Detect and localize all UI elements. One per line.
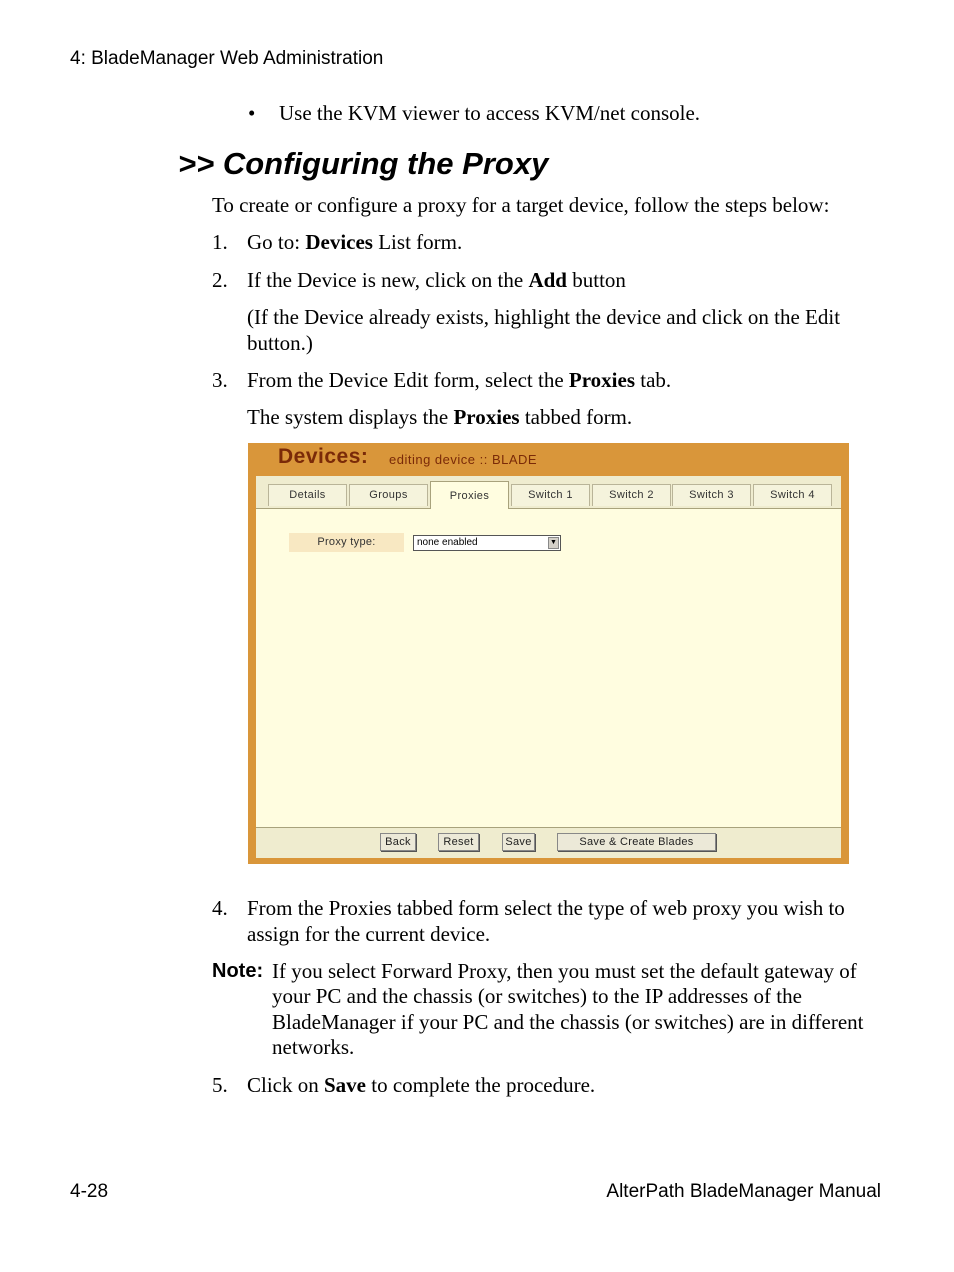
intro-paragraph: To create or configure a proxy for a target device, follow the steps below: [212, 193, 830, 217]
proxy-type-select[interactable] [413, 535, 561, 551]
note-line: networks. [272, 1035, 355, 1059]
figure-subtitle: editing device :: BLADE [389, 452, 538, 467]
bullet-text: Use the KVM viewer to access KVM/net console. [279, 101, 701, 125]
step-3-subtext: The system displays the Proxies tabbed form. [247, 405, 633, 429]
tab-switch-2[interactable]: Switch 2 [592, 484, 671, 506]
tab-proxies[interactable]: Proxies [430, 481, 509, 509]
step-text: Click on Save to complete the procedure. [247, 1073, 596, 1097]
step-2-note-line: button.) [247, 331, 313, 355]
step-number: 5. [212, 1073, 228, 1097]
step-2-note-line: (If the Device already exists, highlight the device and click on the Edit [247, 305, 841, 329]
tab-bar [256, 476, 841, 509]
note-line: your PC and the chassis (or switches) to the IP addresses of the [272, 984, 802, 1008]
step-number: 3. [212, 368, 228, 392]
note-line: If you select Forward Proxy, then you must set the default gateway of [272, 959, 857, 983]
step-text: From the Device Edit form, select the Proxies tab. [247, 368, 672, 392]
tab-switch-1[interactable]: Switch 1 [511, 484, 590, 506]
section-heading: >> Configuring the Proxy [178, 146, 549, 181]
step-text: If the Device is new, click on the Add button [247, 268, 626, 292]
proxy-type-value: none enabled [417, 537, 478, 548]
figure-title: Devices: [278, 445, 369, 468]
save-button[interactable]: Save [502, 833, 535, 851]
step-text: assign for the current device. [247, 922, 491, 946]
step-text: Go to: Devices List form. [247, 230, 463, 254]
step-number: 1. [212, 230, 228, 254]
tab-details[interactable]: Details [268, 484, 347, 506]
back-button[interactable]: Back [380, 833, 416, 851]
bullet-marker: • [248, 101, 256, 125]
running-header: 4: BladeManager Web Administration [70, 48, 384, 69]
note-label: Note: [212, 960, 264, 982]
chevron-down-icon[interactable]: ▼ [548, 537, 559, 549]
tab-groups[interactable]: Groups [349, 484, 428, 506]
step-number: 4. [212, 896, 228, 920]
button-bar [256, 827, 841, 858]
manual-title: AlterPath BladeManager Manual [606, 1181, 881, 1202]
form-panel [256, 476, 841, 857]
reset-button[interactable]: Reset [438, 833, 479, 851]
tab-switch-3[interactable]: Switch 3 [672, 484, 751, 506]
tab-switch-4[interactable]: Switch 4 [753, 484, 832, 506]
note-line: BladeManager if your PC and the chassis (or switches) are in different [272, 1010, 864, 1034]
step-text: From the Proxies tabbed form select the type of web proxy you wish to [247, 896, 845, 920]
step-number: 2. [212, 268, 228, 292]
proxy-type-label: Proxy type: [289, 533, 404, 552]
save-create-blades-button[interactable]: Save & Create Blades [557, 833, 716, 851]
page-number: 4-28 [70, 1181, 109, 1202]
device-edit-screenshot [248, 443, 849, 864]
